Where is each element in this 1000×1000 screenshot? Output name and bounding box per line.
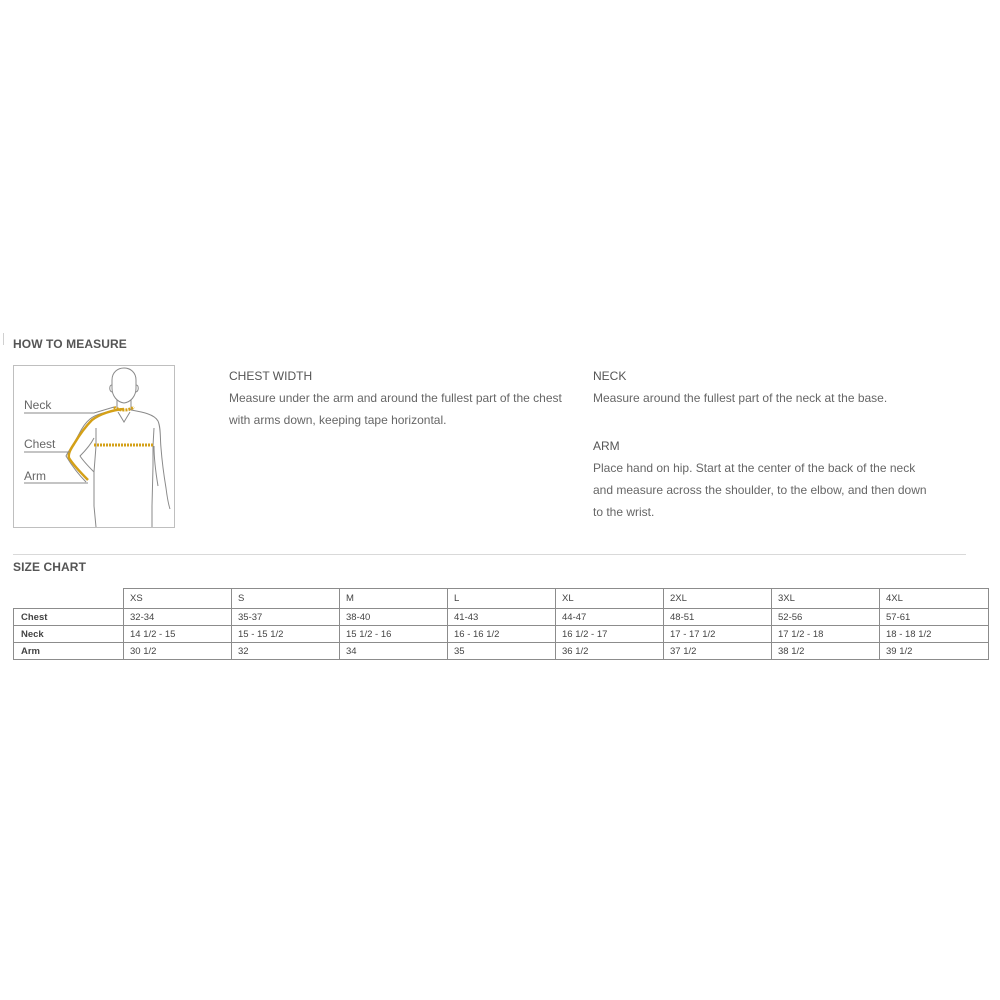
arm-instructions: Place hand on hip. Start at the center of the back of the neck and measure across the shoulder, to the elbow, and then down to the wrist. bbox=[593, 461, 927, 519]
arm-title: ARM bbox=[593, 439, 620, 453]
size-chart-heading: SIZE CHART bbox=[13, 560, 86, 574]
size-column-header: XS bbox=[124, 589, 232, 609]
table-cell: 39 1/2 bbox=[880, 643, 989, 660]
table-corner-cell bbox=[14, 589, 124, 609]
figure-label-arm: Arm bbox=[24, 469, 46, 483]
table-cell: 18 - 18 1/2 bbox=[880, 626, 989, 643]
size-chart-table bbox=[13, 588, 989, 660]
neck-section bbox=[593, 365, 938, 409]
table-cell: 38 1/2 bbox=[772, 643, 880, 660]
size-column-header: S bbox=[232, 589, 340, 609]
table-cell: 17 1/2 - 18 bbox=[772, 626, 880, 643]
chest-width-section bbox=[229, 365, 574, 431]
table-cell: 32-34 bbox=[124, 609, 232, 626]
table-cell: 35-37 bbox=[232, 609, 340, 626]
size-column-header: 3XL bbox=[772, 589, 880, 609]
table-cell: 35 bbox=[448, 643, 556, 660]
table-cell: 37 1/2 bbox=[664, 643, 772, 660]
table-cell: 48-51 bbox=[664, 609, 772, 626]
table-cell: 44-47 bbox=[556, 609, 664, 626]
measurement-figure bbox=[13, 365, 175, 528]
table-cell: 57-61 bbox=[880, 609, 989, 626]
table-cell: 15 - 15 1/2 bbox=[232, 626, 340, 643]
table-cell: 41-43 bbox=[448, 609, 556, 626]
body-outline-illustration bbox=[14, 366, 174, 527]
size-column-header: 4XL bbox=[880, 589, 989, 609]
table-cell: 38-40 bbox=[340, 609, 448, 626]
table-cell: 36 1/2 bbox=[556, 643, 664, 660]
table-cell: 34 bbox=[340, 643, 448, 660]
size-column-header: 2XL bbox=[664, 589, 772, 609]
figure-label-chest: Chest bbox=[24, 437, 56, 451]
section-divider bbox=[13, 554, 966, 555]
row-label-chest: Chest bbox=[14, 609, 124, 626]
size-column-header: L bbox=[448, 589, 556, 609]
table-row bbox=[14, 626, 989, 643]
neck-title: NECK bbox=[593, 369, 627, 383]
row-label-neck: Neck bbox=[14, 626, 124, 643]
size-column-header: XL bbox=[556, 589, 664, 609]
row-label-arm: Arm bbox=[14, 643, 124, 660]
table-cell: 32 bbox=[232, 643, 340, 660]
size-header-row bbox=[14, 589, 989, 609]
table-cell: 52-56 bbox=[772, 609, 880, 626]
left-rule bbox=[3, 333, 4, 345]
chest-width-title: CHEST WIDTH bbox=[229, 369, 313, 383]
chest-width-instructions: Measure under the arm and around the fullest part of the chest with arms down, keeping tape horizontal. bbox=[229, 391, 562, 427]
table-cell: 14 1/2 - 15 bbox=[124, 626, 232, 643]
how-to-measure-heading: HOW TO MEASURE bbox=[13, 337, 127, 351]
table-row bbox=[14, 609, 989, 626]
table-cell: 17 - 17 1/2 bbox=[664, 626, 772, 643]
figure-label-neck: Neck bbox=[24, 398, 52, 412]
table-cell: 30 1/2 bbox=[124, 643, 232, 660]
table-row bbox=[14, 643, 989, 660]
size-column-header: M bbox=[340, 589, 448, 609]
arm-section bbox=[593, 435, 938, 523]
figure-head bbox=[112, 368, 136, 403]
table-cell: 15 1/2 - 16 bbox=[340, 626, 448, 643]
table-cell: 16 1/2 - 17 bbox=[556, 626, 664, 643]
table-cell: 16 - 16 1/2 bbox=[448, 626, 556, 643]
neck-instructions: Measure around the fullest part of the neck at the base. bbox=[593, 391, 888, 405]
